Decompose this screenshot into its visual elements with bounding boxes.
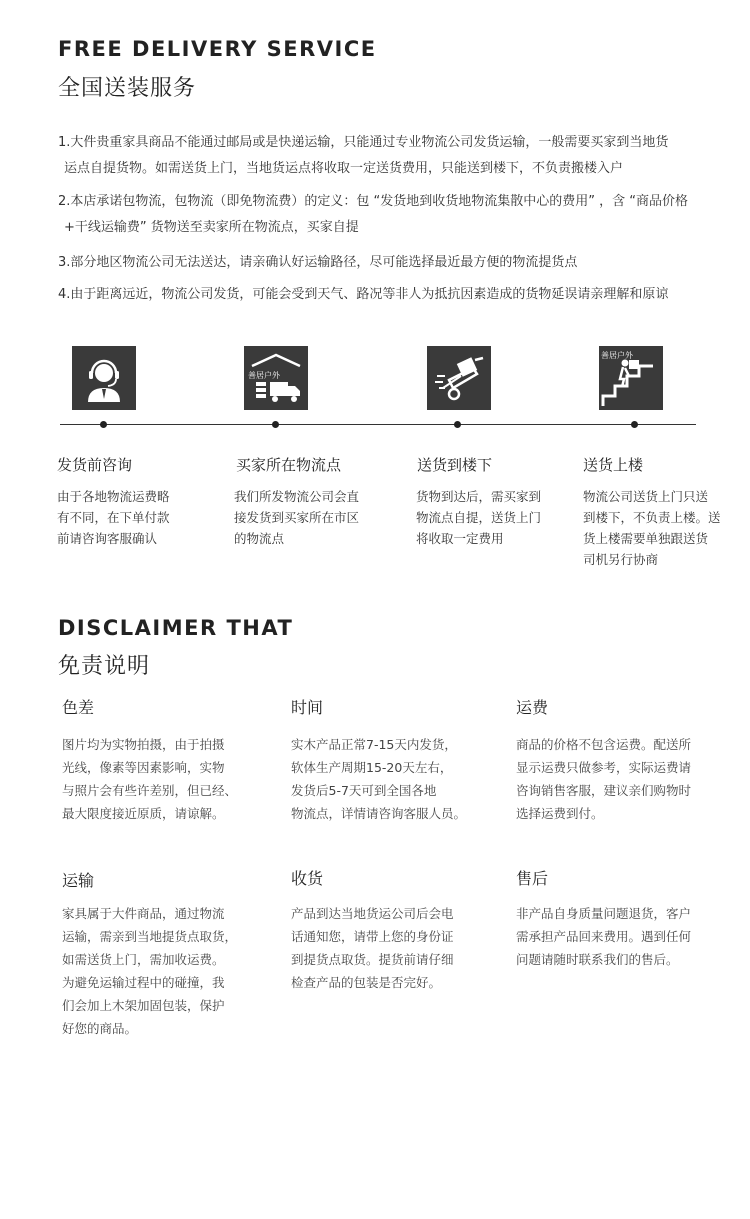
disclaimer-desc-line: 发货后5-7天可到全国各地 xyxy=(291,783,437,798)
step-desc-downstairs xyxy=(416,486,541,549)
step-title-consult: 发货前咨询 xyxy=(57,456,133,474)
timeline-dot xyxy=(631,421,638,428)
step-title-upstairs: 送货上楼 xyxy=(583,456,644,474)
step-desc-line: 由于各地物流运费略 xyxy=(57,489,170,504)
disclaimer-title-transport: 运输 xyxy=(62,871,95,890)
step-desc-line: 我们所发物流公司会直 xyxy=(234,489,360,504)
customer-service-icon xyxy=(72,346,136,410)
step-desc-line: 有不同，在下单付款 xyxy=(57,510,170,525)
disclaimer-title-en: DISCLAIMER THAT xyxy=(58,616,294,640)
disclaimer-desc-line: 选择运费到付。 xyxy=(516,806,604,821)
timeline-dot xyxy=(272,421,279,428)
delivery-truck-icon xyxy=(244,346,308,410)
disclaimer-title-color: 色差 xyxy=(62,698,95,717)
disclaimer-desc-after-sales xyxy=(516,902,691,971)
disclaimer-desc-line: 运输，需亲到当地提货点取货， xyxy=(62,929,238,944)
step-desc-line: 物流点自提，送货上门 xyxy=(416,510,542,525)
disclaimer-desc-transport xyxy=(62,902,237,1040)
stairs-carry-icon xyxy=(599,346,663,410)
truck-icon-brand-text: 善居户外 xyxy=(248,371,280,380)
step-title-downstairs: 送货到楼下 xyxy=(417,456,493,474)
timeline-line xyxy=(60,424,696,425)
rule-2-line-2: +干线运输费” 货物送至卖家所在物流点，买家自提 xyxy=(64,220,359,235)
disclaimer-desc-shipping-fee xyxy=(516,733,691,825)
disclaimer-desc-line: 问题请随时联系我们的售后。 xyxy=(516,952,679,967)
disclaimer-desc-line: 产品到达当地货运公司后会电 xyxy=(291,906,454,921)
step-desc-line: 到楼下，不负责上楼。送 xyxy=(583,510,721,525)
disclaimer-title-shipping-fee: 运费 xyxy=(516,698,549,717)
disclaimer-desc-line: 如需送货上门，需加收运费。 xyxy=(62,952,225,967)
disclaimer-desc-line: 检查产品的包装是否完好。 xyxy=(291,975,442,990)
delivery-title-en: FREE DELIVERY SERVICE xyxy=(58,37,377,61)
rule-2-line-1: 2.本店承诺包物流，包物流（即免物流费）的定义：包 “发货地到收货地物流集散中心的费用” ，含 “商品价格 xyxy=(58,194,689,209)
disclaimer-desc-line: 物流点，详情请咨询客服人员。 xyxy=(291,806,467,821)
timeline-dot xyxy=(100,421,107,428)
timeline-dot xyxy=(454,421,461,428)
disclaimer-desc-line: 们会加上木架加固包装，保护 xyxy=(62,998,225,1013)
rule-3: 3.部分地区物流公司无法送达，请亲确认好运输路径，尽可能选择最近最方便的物流提货点 xyxy=(58,255,578,270)
step-desc-line: 将收取一定费用 xyxy=(416,531,504,546)
disclaimer-desc-line: 图片均为实物拍摄，由于拍摄 xyxy=(62,737,225,752)
disclaimer-desc-line: 好您的商品。 xyxy=(62,1021,138,1036)
disclaimer-desc-receipt xyxy=(291,902,454,994)
hand-truck-icon xyxy=(427,346,491,410)
step-desc-line: 的物流点 xyxy=(234,531,285,546)
rule-1-line-1: 1.大件贵重家具商品不能通过邮局或是快递运输，只能通过专业物流公司发货运输，一般需要买家到当地货 xyxy=(58,135,669,150)
disclaimer-desc-line: 家具属于大件商品，通过物流 xyxy=(62,906,225,921)
step-desc-consult xyxy=(57,486,170,549)
rule-1-line-2: 运点自提货物。如需送货上门，当地货运点将收取一定送货费用，只能送到楼下，不负责搬楼入户 xyxy=(64,161,624,176)
disclaimer-desc-line: 咨询销售客服，建议亲们购物时 xyxy=(516,783,692,798)
disclaimer-desc-line: 需承担产品回来费用。遇到任何 xyxy=(516,929,692,944)
step-desc-line: 物流公司送货上门只送 xyxy=(583,489,709,504)
disclaimer-desc-line: 话通知您，请带上您的身份证 xyxy=(291,929,454,944)
step-desc-line: 接发货到买家所在市区 xyxy=(234,510,360,525)
disclaimer-title-cn: 免责说明 xyxy=(58,654,151,679)
delivery-title-cn: 全国送装服务 xyxy=(58,76,197,101)
disclaimer-title-receipt: 收货 xyxy=(291,869,324,888)
disclaimer-desc-line: 光线，像素等因素影响，实物 xyxy=(62,760,225,775)
disclaimer-desc-line: 与照片会有些许差别，但已经、 xyxy=(62,783,238,798)
step-desc-line: 货物到达后，需买家到 xyxy=(416,489,542,504)
step-title-logistics-point: 买家所在物流点 xyxy=(236,456,342,474)
step-desc-line: 前请咨询客服确认 xyxy=(57,531,158,546)
step-desc-logistics-point xyxy=(234,486,359,549)
disclaimer-desc-line: 最大限度接近原质，请谅解。 xyxy=(62,806,225,821)
disclaimer-desc-line: 实木产品正常7-15天内发货， xyxy=(291,737,457,752)
stairs-icon-brand-text: 善居户外 xyxy=(601,351,633,360)
disclaimer-desc-line: 为避免运输过程中的碰撞，我 xyxy=(62,975,225,990)
disclaimer-desc-line: 非产品自身质量问题退货，客户 xyxy=(516,906,692,921)
step-desc-line: 司机另行协商 xyxy=(583,552,659,567)
disclaimer-desc-line: 到提货点取货。提货前请仔细 xyxy=(291,952,454,967)
disclaimer-title-time: 时间 xyxy=(291,698,324,717)
disclaimer-title-after-sales: 售后 xyxy=(516,869,549,888)
disclaimer-desc-line: 软体生产周期15-20天左右， xyxy=(291,760,453,775)
step-desc-line: 货上楼需要单独跟送货 xyxy=(583,531,709,546)
disclaimer-desc-line: 商品的价格不包含运费。配送所 xyxy=(516,737,692,752)
rule-4: 4.由于距离远近，物流公司发货，可能会受到天气、路况等非人为抵抗因素造成的货物延误请亲理解和原谅 xyxy=(58,287,669,302)
disclaimer-desc-time xyxy=(291,733,466,825)
disclaimer-desc-color xyxy=(62,733,237,825)
step-desc-upstairs xyxy=(583,486,721,570)
disclaimer-desc-line: 显示运费只做参考，实际运费请 xyxy=(516,760,692,775)
